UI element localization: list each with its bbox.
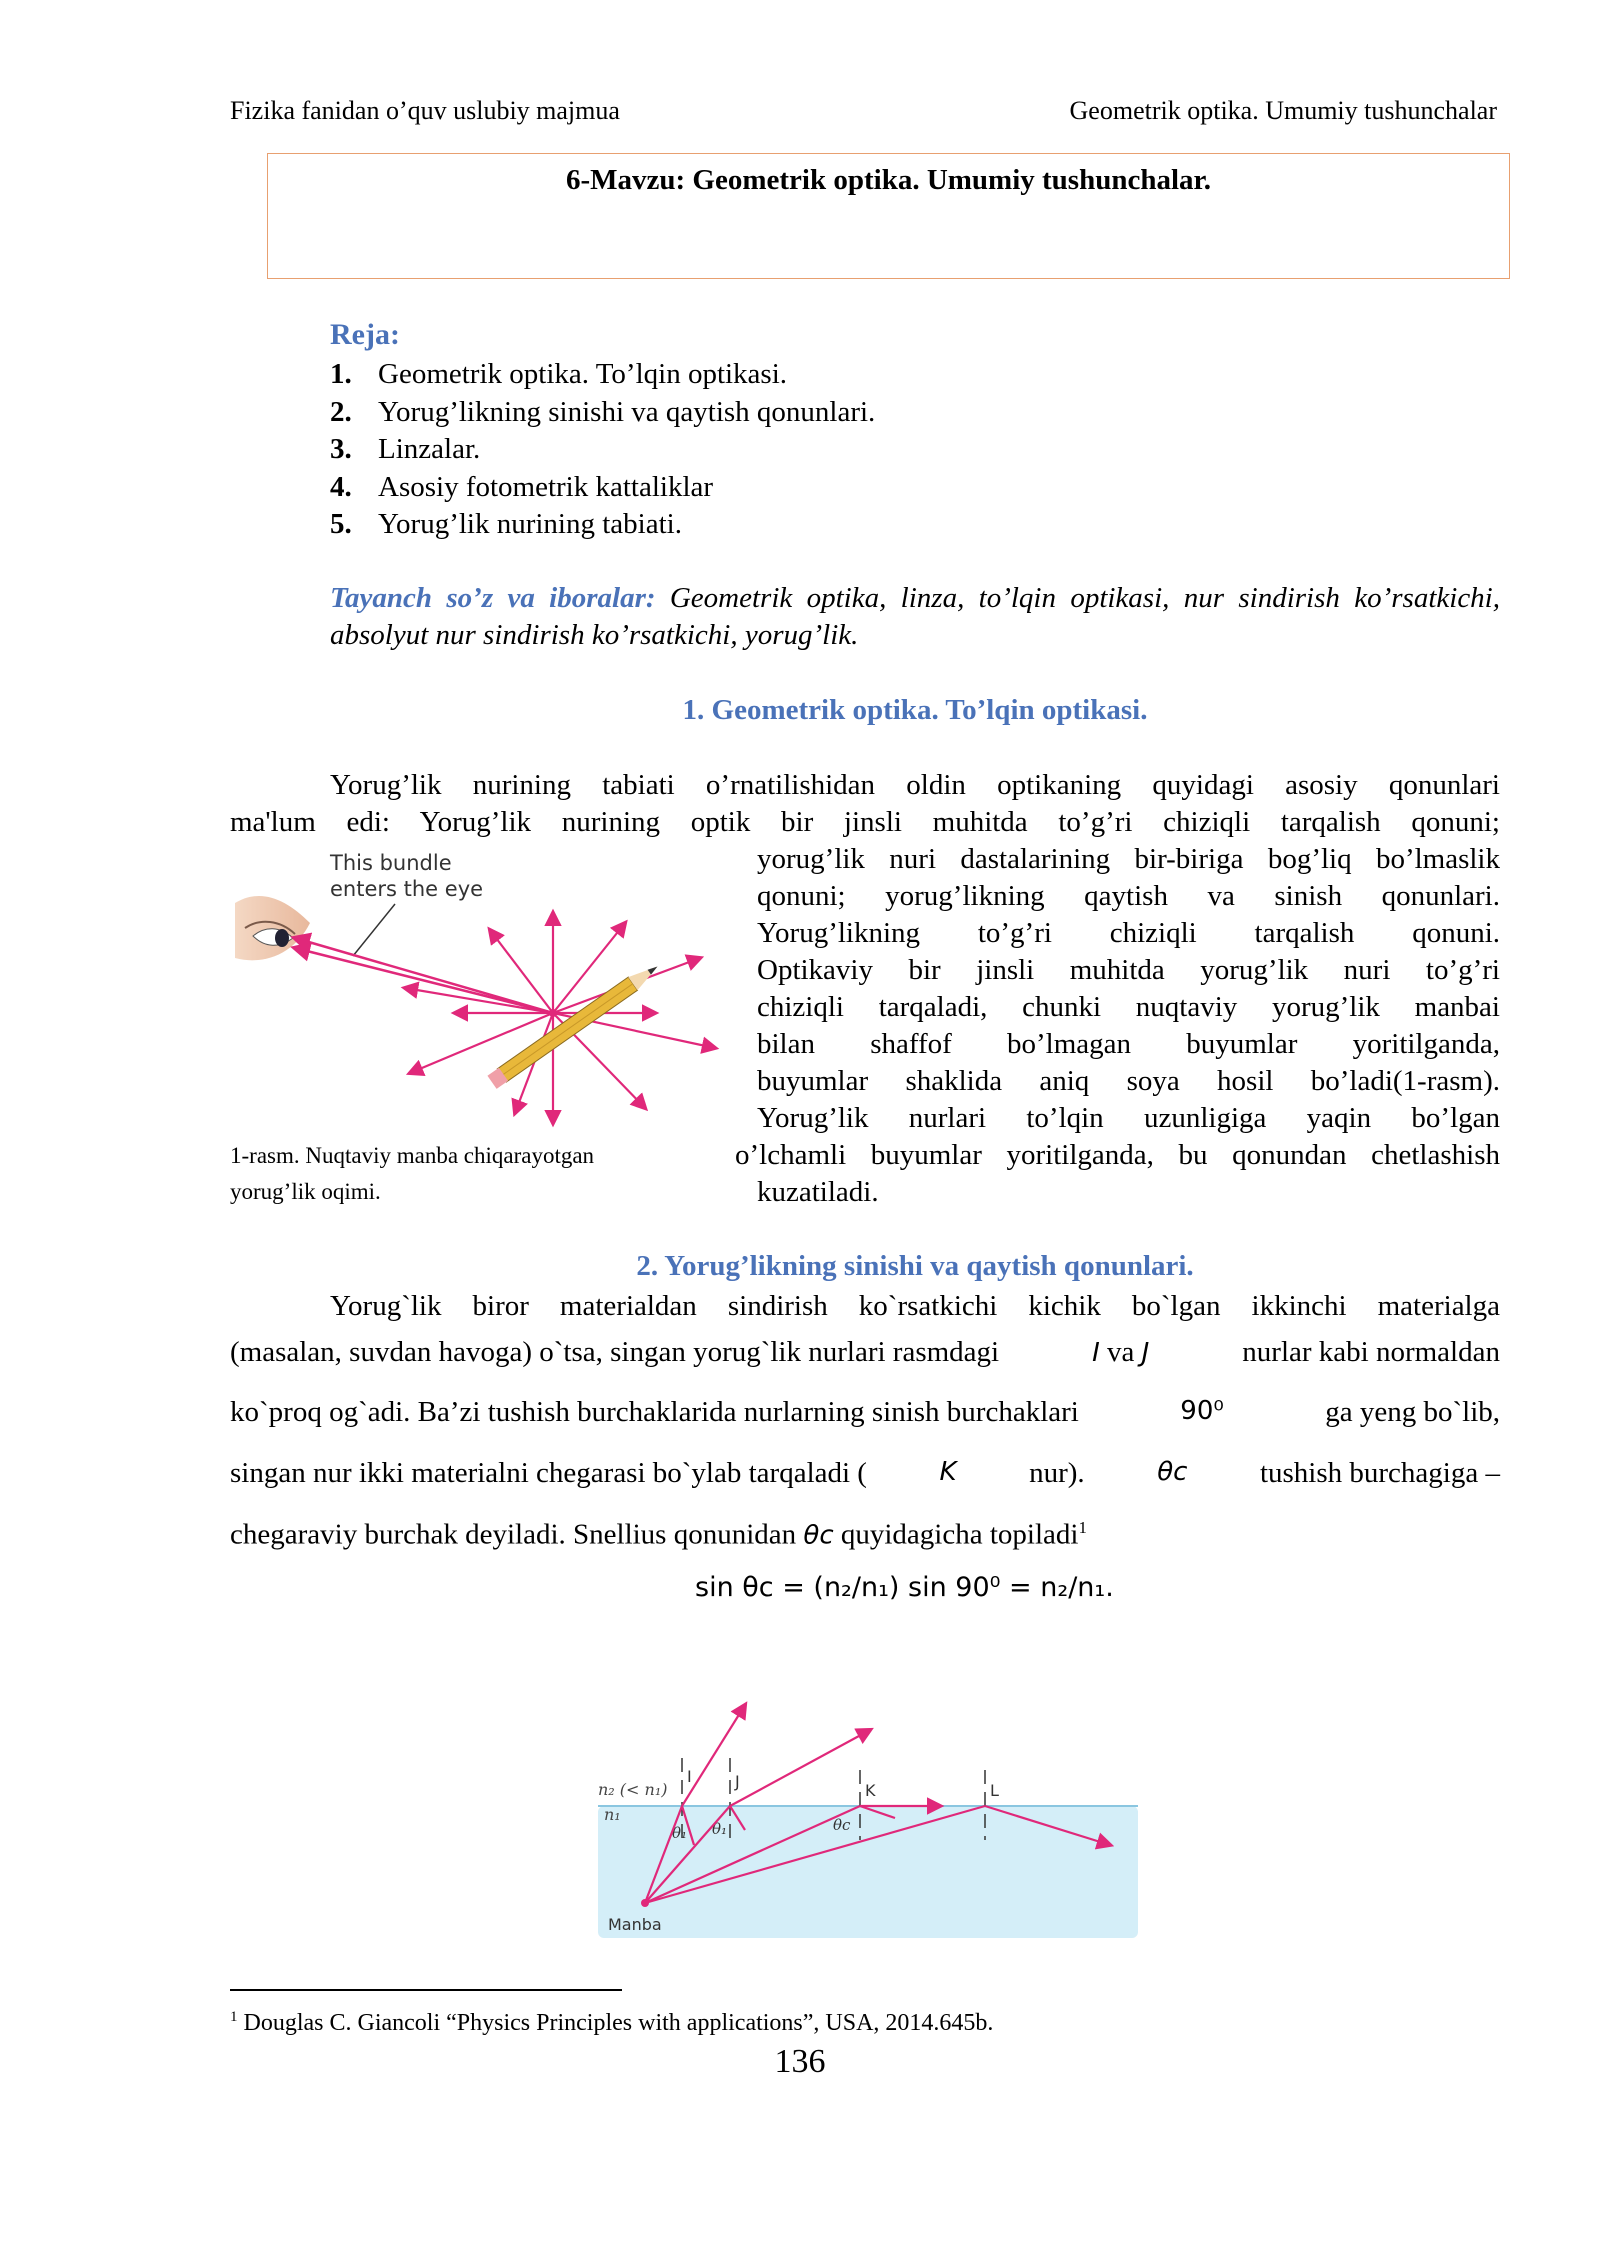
plan-item: 2. Yorug’likning sinishi va qaytish qonunlari. <box>330 395 876 428</box>
keywords-label: Tayanch so’z va iboralar: <box>330 582 656 614</box>
plan-list <box>330 356 875 544</box>
section2-title: 2. Yorug’likning sinishi va qaytish qonunlari. <box>636 1250 1194 1282</box>
header-right: Geometrik optika. Umumiy tushunchalar <box>1069 96 1497 125</box>
keywords-text: Geometrik optika, linza, to’lqin optikasi, nur sindirish ko’rsatkichi, absolyut nur sindirish ko’rsatkichi, yorug’lik. <box>330 582 1500 651</box>
bundle-label-line2: enters the eye <box>330 877 484 901</box>
section1-last-line: kuzatiladi. <box>757 1176 879 1208</box>
section2-line5: chegaraviy burchak deyiladi. Snellius qonunidan θc quyidagicha topiladi$^1$ <box>230 1518 1087 1551</box>
point-source-figure <box>235 848 730 1138</box>
figure1-caption-line2: yorug’lik oqimi. <box>230 1179 381 1204</box>
plan-title: Reja: <box>330 318 400 351</box>
theta1-label-a: θ₁ <box>672 1824 688 1842</box>
header-left: Fizika fanidan o’quv uslubiy majmua <box>230 96 620 125</box>
eye-icon <box>235 896 310 960</box>
figure1-caption-line1: 1-rasm. Nuqtaviy manba chiqarayotgan <box>230 1143 595 1168</box>
section2-line4: singan nur ikki materialni chegarasi bo`ylab tarqaladi ( K nur). θc tushish burchagiga – <box>230 1457 1500 1489</box>
section1-wrap-line: Yorug’likning to’g’ri chiziqli tarqalish qonuni. <box>757 917 1500 949</box>
section2-line2: (masalan, suvdan havoga) o`tsa, singan yorug`lik nurlari rasmdagi I va J nurlar kabi normaldan <box>230 1336 1500 1368</box>
snell-formula: sin θc = (n₂/n₁) sin 90⁰ = n₂/n₁. <box>695 1572 1114 1603</box>
section1-wrap-line: o’lchamli buyumlar yoritilganda, bu qonundan chetlashish <box>735 1139 1500 1171</box>
section1-wrap-line: chiziqli tarqaladi, chunki nuqtaviy yorug’lik manbai <box>757 991 1500 1023</box>
section1-wrap-line: qonuni; yorug’likning qaytish va sinish qonunlari. <box>757 880 1500 912</box>
footnote: $^1$ Douglas C. Giancoli “Physics Principles with applications”, USA, 2014.645b. <box>230 2009 994 2036</box>
pencil-icon <box>487 960 662 1089</box>
section1-title: 1. Geometrik optika. To’lqin optikasi. <box>682 694 1148 726</box>
plan-item: 5. Yorug’lik nurining tabiati. <box>330 508 682 540</box>
footnote-rule <box>230 1989 622 1991</box>
theta1-label-b: θ₁ <box>712 1820 728 1838</box>
section1-wrap-line: bilan shaffof bo’lmagan buyumlar yoritilganda, <box>757 1028 1500 1060</box>
topic-title: 6-Mavzu: Geometrik optika. Umumiy tushunchalar. <box>566 164 1211 196</box>
keywords <box>330 580 1500 654</box>
label-K: K <box>865 1781 876 1800</box>
radiating-rays <box>405 913 715 1123</box>
section1-wrap-line: Yorug’lik nurlari to’lqin uzunligiga yaqin bo’lgan <box>757 1102 1500 1134</box>
plan-item: 3. Linzalar. <box>330 433 481 465</box>
label-L: L <box>990 1781 999 1800</box>
critical-angle-diagram <box>590 1700 1140 1945</box>
section1-wrap-line: yorug’lik nuri dastalarining bir-biriga bog’liq bo’lmaslik <box>757 843 1500 875</box>
bundle-label-line1: This bundle <box>330 851 452 875</box>
section1-line1: Yorug’lik nurining tabiati o’rnatilishidan oldin optikaning quyidagi asosiy qonunlari <box>330 769 1500 801</box>
section1-line2: ma'lum edi: Yorug’lik nurining optik bir jinsli muhitda to’g’ri chiziqli tarqalish qonuni; <box>230 806 1500 838</box>
section2-line1: Yorug`lik biror materialdan sindirish ko`rsatkichi kichik bo`lgan ikkinchi materialga <box>330 1290 1500 1322</box>
n1-label: n₁ <box>604 1805 621 1824</box>
section2-line3: ko`proq og`adi. Ba’zi tushish burchaklarida nurlarning sinish burchaklari 90⁰ ga yeng bo`lib, <box>230 1396 1500 1428</box>
thetac-label: θc <box>833 1816 851 1834</box>
label-J: J <box>735 1772 740 1791</box>
plan-item: 4. Asosiy fotometrik kattaliklar <box>330 470 714 503</box>
plan-item: 1. Geometrik optika. To’lqin optikasi. <box>330 358 788 390</box>
section1-wrap-line: buyumlar shaklida aniq soya hosil bo’ladi(1-rasm). <box>757 1065 1500 1097</box>
section1-wrap-line: Optikaviy bir jinsli muhitda yorug’lik nuri to’g’ri <box>757 954 1500 986</box>
page-number: 136 <box>774 2043 826 2080</box>
source-label: Manba <box>608 1915 662 1934</box>
n2-label: n₂ (< n₁) <box>598 1780 668 1799</box>
label-I: I <box>687 1767 692 1786</box>
topic-box <box>267 153 1510 279</box>
